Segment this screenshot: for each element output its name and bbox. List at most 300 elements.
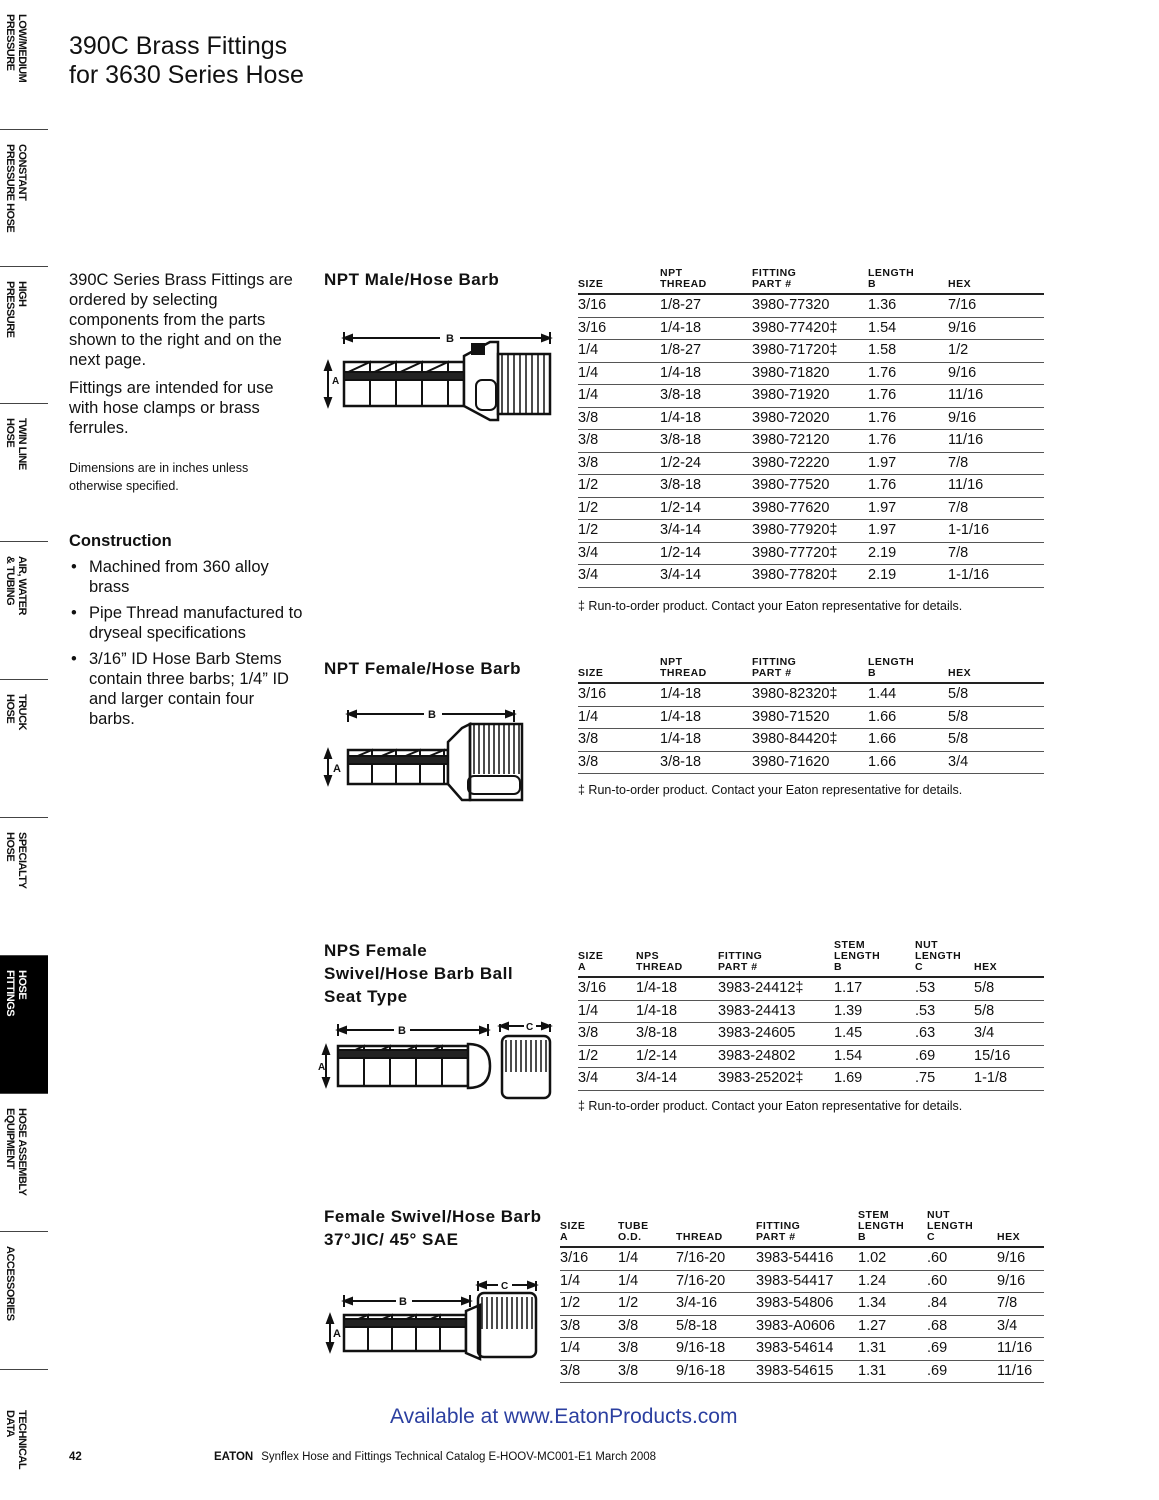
- table-cell: 3980-71820: [752, 362, 868, 385]
- table-row: [578, 683, 1044, 706]
- header-line: NPT: [660, 656, 683, 668]
- dimension-b-label: B: [446, 333, 454, 345]
- table-cell: 9/16-18: [676, 1338, 756, 1361]
- table-cell: .69: [927, 1338, 997, 1361]
- table-row: [578, 1000, 1044, 1023]
- table-cell: 3980-71620: [752, 751, 868, 774]
- table-row: [560, 1338, 1044, 1361]
- footnote-run-to-order: ‡ Run-to-order product. Contact your Eaton representative for details.: [578, 783, 963, 797]
- header-line: LENGTH: [915, 950, 962, 962]
- table-cell: 3/4: [578, 565, 660, 588]
- table-cell: 1.76: [868, 362, 948, 385]
- table-cell: .53: [915, 977, 974, 1000]
- header-line: B: [868, 278, 877, 290]
- table-cell: 1/4: [578, 340, 660, 363]
- dimension-a-label: A: [333, 1328, 341, 1340]
- column-header-nut-length-c: [915, 940, 974, 977]
- header-line: NPT: [660, 267, 683, 279]
- table-cell: 1.34: [858, 1293, 927, 1316]
- list-item: • Machined from 360 alloy brass: [69, 557, 304, 597]
- table-cell: 1/4: [578, 362, 660, 385]
- table-cell: 1/4-18: [660, 362, 752, 385]
- table-cell: 1.54: [868, 317, 948, 340]
- npt-male-hose-barb-diagram: [322, 320, 560, 430]
- footnote-run-to-order: ‡ Run-to-order product. Contact your Eaton representative for details.: [578, 599, 963, 613]
- table-cell: 1/4-18: [660, 729, 752, 752]
- table-cell: 3983-24802: [718, 1045, 834, 1068]
- table-cell: 3/8: [618, 1338, 676, 1361]
- table-cell: 1/4: [578, 385, 660, 408]
- header-line: LENGTH: [868, 656, 915, 668]
- column-header-thread: [676, 1210, 756, 1247]
- table-cell: 3983-54416: [756, 1247, 858, 1270]
- intro-paragraph: 390C Series Brass Fittings are ordered by selecting components from the parts shown to the right and on the next page.: [69, 271, 293, 369]
- list-item: • Pipe Thread manufactured to dryseal specifications: [69, 603, 304, 643]
- table-cell: 1.17: [834, 977, 915, 1000]
- dimension-a-label: A: [333, 763, 341, 775]
- side-tab-label: HOSE FITTINGS: [4, 970, 28, 1017]
- table-cell: 7/16-20: [676, 1270, 756, 1293]
- header-line: SIZE: [578, 667, 604, 679]
- side-tab-label: SPECIALTY HOSE: [4, 832, 28, 889]
- table-cell: 7/8: [997, 1293, 1044, 1316]
- table-cell: 3/8-18: [660, 475, 752, 498]
- table-cell: 1.27: [858, 1315, 927, 1338]
- header-line: THREAD: [660, 278, 707, 290]
- available-link[interactable]: Available at www.EatonProducts.com: [390, 1405, 738, 1428]
- table-cell: 5/8-18: [676, 1315, 756, 1338]
- table-cell: 3980-71720‡: [752, 340, 868, 363]
- table-cell: 3/4: [948, 751, 1044, 774]
- table-row: [578, 1023, 1044, 1046]
- table-cell: .53: [915, 1000, 974, 1023]
- column-header-fitting-part: [756, 1210, 858, 1247]
- side-tab-technical-data[interactable]: [0, 1370, 48, 1500]
- header-line: FITTING: [718, 950, 763, 962]
- page-title: 390C Brass Fittings for 3630 Series Hose: [69, 32, 304, 89]
- table-cell: 3980-77620: [752, 497, 868, 520]
- header-line: STEM: [834, 939, 866, 951]
- table-cell: 1/4-18: [660, 706, 752, 729]
- table-npt-female: [578, 657, 1044, 774]
- table-cell: 3/4-14: [660, 565, 752, 588]
- table-cell: 3983-54614: [756, 1338, 858, 1361]
- table-cell: .69: [915, 1045, 974, 1068]
- table-cell: 1/8-27: [660, 294, 752, 317]
- table-cell: .84: [927, 1293, 997, 1316]
- side-tab-label: HIGH PRESSURE: [4, 281, 28, 338]
- table-cell: 3983-24413: [718, 1000, 834, 1023]
- side-tab-hose-fittings[interactable]: [0, 956, 48, 1094]
- header-line: PART #: [718, 961, 758, 973]
- table-row: [578, 452, 1044, 475]
- header-line: LENGTH: [858, 1220, 905, 1232]
- footnote-run-to-order: ‡ Run-to-order product. Contact your Eaton representative for details.: [578, 1099, 963, 1113]
- table-cell: 1.36: [868, 294, 948, 317]
- side-tab-label: TECHNICAL DATA: [4, 1410, 28, 1470]
- table-row: [578, 497, 1044, 520]
- section-title-female-swivel: Female Swivel/Hose Barb 37°JIC/ 45° SAE: [324, 1207, 542, 1249]
- construction-section: [69, 532, 304, 735]
- dimension-c-label: C: [526, 1022, 534, 1033]
- side-tab-hose-assembly-equipment[interactable]: [0, 1094, 48, 1232]
- side-tab-label: LOW/MEDIUM PRESSURE: [4, 14, 28, 83]
- dimension-c-label: C: [501, 1281, 509, 1292]
- table-cell: 3/8: [578, 1023, 636, 1046]
- header-line: B: [868, 667, 877, 679]
- table-cell: 1/4-18: [636, 1000, 718, 1023]
- column-header-npt-thread: [660, 657, 752, 683]
- section-title-nps-female: NPS Female Swivel/Hose Barb Ball Seat Type: [324, 941, 514, 1006]
- table-cell: 3/8: [578, 729, 660, 752]
- table-cell: 9/16-18: [676, 1360, 756, 1383]
- side-tab-low-medium-pressure[interactable]: [0, 0, 48, 130]
- table-cell: 1.66: [868, 751, 948, 774]
- table-cell: 3/8-18: [660, 430, 752, 453]
- table-cell: 3980-77820‡: [752, 565, 868, 588]
- table-cell: 3980-71920: [752, 385, 868, 408]
- table-cell: 1-1/16: [948, 565, 1044, 588]
- side-tab-label: CONSTANT PRESSURE HOSE: [4, 144, 28, 233]
- table-row: [578, 362, 1044, 385]
- table-cell: 5/8: [948, 683, 1044, 706]
- table-cell: 3/8-18: [660, 385, 752, 408]
- table-row: [578, 729, 1044, 752]
- side-tab-truck-hose[interactable]: [0, 680, 48, 818]
- table-cell: 1/2-14: [660, 497, 752, 520]
- table-cell: 3980-77320: [752, 294, 868, 317]
- header-line: HEX: [948, 667, 972, 679]
- table-cell: 3/8-18: [636, 1023, 718, 1046]
- table-cell: 3980-72120: [752, 430, 868, 453]
- table-row: [578, 407, 1044, 430]
- table-row: [578, 565, 1044, 588]
- table-cell: 3980-77420‡: [752, 317, 868, 340]
- table-cell: 9/16: [948, 317, 1044, 340]
- dimension-a-label: A: [318, 1062, 326, 1073]
- table-cell: 1.66: [868, 729, 948, 752]
- table-cell: 3/16: [578, 683, 660, 706]
- header-line: C: [915, 961, 924, 973]
- header-line: NUT: [927, 1209, 951, 1221]
- table-cell: 1.24: [858, 1270, 927, 1293]
- header-line: FITTING: [752, 267, 797, 279]
- header-line: THREAD: [660, 667, 707, 679]
- table-cell: 11/16: [948, 475, 1044, 498]
- nps-female-swivel-hose-barb-diagram: [318, 1014, 560, 1104]
- table-cell: 1.76: [868, 430, 948, 453]
- table-cell: 3/16: [578, 977, 636, 1000]
- header-line: C: [927, 1231, 936, 1243]
- table-cell: 7/16-20: [676, 1247, 756, 1270]
- column-header-stem-length-b: [834, 940, 915, 977]
- section-title-npt-female: NPT Female/Hose Barb: [324, 659, 522, 678]
- side-tab-label: TRUCK HOSE: [4, 694, 28, 730]
- table-cell: 1.31: [858, 1360, 927, 1383]
- table-cell: 9/16: [997, 1270, 1044, 1293]
- footer-catalog: [214, 1451, 656, 1463]
- table-row: [578, 317, 1044, 340]
- construction-heading: Construction: [69, 532, 172, 550]
- table-cell: 7/8: [948, 497, 1044, 520]
- table-cell: 7/8: [948, 452, 1044, 475]
- table-cell: 3/16: [560, 1247, 618, 1270]
- table-cell: 3/16: [578, 317, 660, 340]
- table-cell: 1.76: [868, 385, 948, 408]
- table-cell: 3983-24605: [718, 1023, 834, 1046]
- table-cell: 1.54: [834, 1045, 915, 1068]
- header-line: FITTING: [752, 656, 797, 668]
- table-cell: 1/2-24: [660, 452, 752, 475]
- table-cell: 1/2: [578, 1045, 636, 1068]
- table-cell: 11/16: [997, 1338, 1044, 1361]
- table-cell: 1/4: [560, 1270, 618, 1293]
- table-cell: 1.31: [858, 1338, 927, 1361]
- column-header-npt-thread: [660, 268, 752, 294]
- header-line: PART #: [752, 278, 792, 290]
- column-header-hex: [948, 657, 1044, 683]
- table-body: [578, 294, 1044, 587]
- table-cell: 1/2: [618, 1293, 676, 1316]
- side-tab-accessories[interactable]: [0, 1232, 48, 1370]
- header-line: SIZE: [578, 950, 604, 962]
- table-female-swivel: [560, 1210, 1044, 1383]
- table-row: [578, 520, 1044, 543]
- column-header-length-b: [868, 657, 948, 683]
- table-row: [560, 1315, 1044, 1338]
- table-cell: 1.97: [868, 452, 948, 475]
- dimension-b-label: B: [399, 1296, 407, 1308]
- table-cell: 1/8-27: [660, 340, 752, 363]
- header-line: B: [858, 1231, 867, 1243]
- header-line: SIZE: [578, 278, 604, 290]
- dimension-a-label: A: [332, 376, 340, 387]
- table-cell: 1/4: [578, 706, 660, 729]
- header-line: SIZE: [560, 1220, 586, 1232]
- table-cell: 3/8: [578, 407, 660, 430]
- table-cell: 1.45: [834, 1023, 915, 1046]
- table-row: [578, 751, 1044, 774]
- table-cell: 3/8: [578, 751, 660, 774]
- column-header-size: [578, 657, 660, 683]
- footer-brand: EATON: [214, 1451, 254, 1463]
- table-cell: 1.02: [858, 1247, 927, 1270]
- table-cell: 3980-77520: [752, 475, 868, 498]
- table-cell: 3/4: [974, 1023, 1044, 1046]
- column-header-nps-thread: [636, 940, 718, 977]
- table-nps-female: [578, 940, 1044, 1091]
- table-row: [578, 385, 1044, 408]
- header-line: A: [560, 1231, 569, 1243]
- table-cell: 5/8: [974, 1000, 1044, 1023]
- table-cell: 5/8: [974, 977, 1044, 1000]
- table-cell: 11/16: [948, 385, 1044, 408]
- table-cell: 1.97: [868, 497, 948, 520]
- table-cell: 1/2-14: [660, 542, 752, 565]
- header-line: TUBE: [618, 1220, 649, 1232]
- table-cell: 7/8: [948, 542, 1044, 565]
- table-cell: 15/16: [974, 1045, 1044, 1068]
- column-header-size: [578, 268, 660, 294]
- table-cell: 3/4: [578, 542, 660, 565]
- column-header-size-a: [560, 1210, 618, 1247]
- table-cell: 1.76: [868, 407, 948, 430]
- table-cell: 1.44: [868, 683, 948, 706]
- table-cell: 1.39: [834, 1000, 915, 1023]
- side-tab-strip: [0, 0, 48, 1500]
- header-line: LENGTH: [868, 267, 915, 279]
- table-cell: 3983-54615: [756, 1360, 858, 1383]
- table-cell: 3983-24412‡: [718, 977, 834, 1000]
- header-line: THREAD: [676, 1231, 723, 1243]
- table-cell: 11/16: [997, 1360, 1044, 1383]
- table-row: [578, 977, 1044, 1000]
- table-cell: 3983-54417: [756, 1270, 858, 1293]
- table-cell: 1/4-18: [636, 977, 718, 1000]
- table-cell: 3983-54806: [756, 1293, 858, 1316]
- table-cell: 3/8: [560, 1315, 618, 1338]
- header-line: O.D.: [618, 1231, 642, 1243]
- side-tab-label: HOSE ASSEMBLY EQUIPMENT: [4, 1108, 28, 1196]
- table-row: [578, 542, 1044, 565]
- table-npt-male: [578, 268, 1044, 588]
- header-line: HEX: [948, 278, 972, 290]
- column-header-hex: [997, 1210, 1044, 1247]
- header-line: PART #: [756, 1231, 796, 1243]
- column-header-fitting-part: [718, 940, 834, 977]
- table-row: [578, 294, 1044, 317]
- side-tab-label: AIR, WATER & TUBING: [4, 556, 28, 615]
- table-cell: 1/2: [560, 1293, 618, 1316]
- table-cell: 3/8: [618, 1360, 676, 1383]
- table-cell: .69: [927, 1360, 997, 1383]
- page-number: 42: [69, 1451, 82, 1463]
- table-cell: 1.58: [868, 340, 948, 363]
- table-cell: 3/16: [578, 294, 660, 317]
- table-cell: 1/4-18: [660, 407, 752, 430]
- side-tab-label: ACCESSORIES: [4, 1246, 16, 1321]
- table-row: [578, 340, 1044, 363]
- table-cell: 3/4: [578, 1068, 636, 1091]
- table-cell: .75: [915, 1068, 974, 1091]
- table-row: [560, 1270, 1044, 1293]
- side-tab-specialty-hose[interactable]: [0, 818, 48, 956]
- table-cell: 2.19: [868, 542, 948, 565]
- table-row: [578, 706, 1044, 729]
- table-row: [578, 475, 1044, 498]
- table-row: [560, 1247, 1044, 1270]
- column-header-fitting-part: [752, 268, 868, 294]
- table-cell: 5/8: [948, 729, 1044, 752]
- table-cell: 1/2: [578, 520, 660, 543]
- column-header-hex: [974, 940, 1044, 977]
- section-title-npt-male: NPT Male/Hose Barb: [324, 270, 500, 289]
- table-cell: 3980-71520: [752, 706, 868, 729]
- table-cell: 3980-82320‡: [752, 683, 868, 706]
- header-line: HEX: [974, 961, 998, 973]
- table-cell: 9/16: [948, 407, 1044, 430]
- table-cell: .60: [927, 1247, 997, 1270]
- table-cell: 3980-84420‡: [752, 729, 868, 752]
- table-cell: 3980-77920‡: [752, 520, 868, 543]
- dimension-b-label: B: [398, 1025, 406, 1037]
- side-tab-twin-line-hose[interactable]: [0, 404, 48, 542]
- side-tab-high-pressure[interactable]: [0, 267, 48, 404]
- table-cell: 1/4: [578, 1000, 636, 1023]
- table-cell: 11/16: [948, 430, 1044, 453]
- side-tab-constant-pressure-hose[interactable]: [0, 130, 48, 267]
- table-cell: 1/4-18: [660, 683, 752, 706]
- header-line: THREAD: [636, 961, 683, 973]
- header-line: B: [834, 961, 843, 973]
- table-row: [560, 1293, 1044, 1316]
- table-cell: 3983-A0606: [756, 1315, 858, 1338]
- table-row: [578, 430, 1044, 453]
- header-line: NPS: [636, 950, 660, 962]
- table-cell: 1/2: [578, 475, 660, 498]
- column-header-tube-od: [618, 1210, 676, 1247]
- header-line: HEX: [997, 1231, 1021, 1243]
- table-cell: 1/4: [560, 1338, 618, 1361]
- intro-paragraph: Fittings are intended for use with hose clamps or brass ferrules.: [69, 379, 274, 437]
- table-cell: 2.19: [868, 565, 948, 588]
- table-cell: 3/4: [997, 1315, 1044, 1338]
- list-item: • 3/16” ID Hose Barb Stems contain three barbs; 1/4” ID and larger contain four barbs.: [69, 649, 304, 729]
- table-cell: 1-1/8: [974, 1068, 1044, 1091]
- table-cell: .68: [927, 1315, 997, 1338]
- table-cell: 9/16: [997, 1247, 1044, 1270]
- table-cell: 1.66: [868, 706, 948, 729]
- column-header-stem-length-b: [858, 1210, 927, 1247]
- table-cell: 3980-72220: [752, 452, 868, 475]
- table-cell: 3/8: [578, 430, 660, 453]
- footer-catalog-text: Synflex Hose and Fittings Technical Catalog E-HOOV-MC001-E1 March 2008: [261, 1451, 657, 1463]
- table-cell: 3/8-18: [660, 751, 752, 774]
- side-tab-air-water-tubing[interactable]: [0, 542, 48, 680]
- table-cell: 7/16: [948, 294, 1044, 317]
- table-cell: .63: [915, 1023, 974, 1046]
- table-body: [578, 683, 1044, 774]
- table-cell: 3983-25202‡: [718, 1068, 834, 1091]
- table-cell: 3/8: [560, 1360, 618, 1383]
- table-cell: 1.69: [834, 1068, 915, 1091]
- table-body: [560, 1247, 1044, 1383]
- header-line: STEM: [858, 1209, 890, 1221]
- header-line: A: [578, 961, 587, 973]
- table-row: [578, 1045, 1044, 1068]
- column-header-length-b: [868, 268, 948, 294]
- column-header-fitting-part: [752, 657, 868, 683]
- construction-list: [69, 557, 304, 729]
- side-tab-label: TWIN LINE HOSE: [4, 418, 28, 470]
- table-cell: 5/8: [948, 706, 1044, 729]
- table-cell: 3/8: [618, 1315, 676, 1338]
- table-cell: 3980-72020: [752, 407, 868, 430]
- table-cell: 1/2: [948, 340, 1044, 363]
- table-cell: 3/4-14: [636, 1068, 718, 1091]
- female-swivel-hose-barb-diagram: [322, 1275, 552, 1365]
- column-header-size-a: [578, 940, 636, 977]
- table-cell: 3980-77720‡: [752, 542, 868, 565]
- header-line: FITTING: [756, 1220, 801, 1232]
- table-cell: 1/4: [618, 1270, 676, 1293]
- table-cell: .60: [927, 1270, 997, 1293]
- table-cell: 3/8: [578, 452, 660, 475]
- intro-text: [69, 270, 304, 446]
- header-line: LENGTH: [927, 1220, 974, 1232]
- table-cell: 3/4-14: [660, 520, 752, 543]
- table-cell: 1/2: [578, 497, 660, 520]
